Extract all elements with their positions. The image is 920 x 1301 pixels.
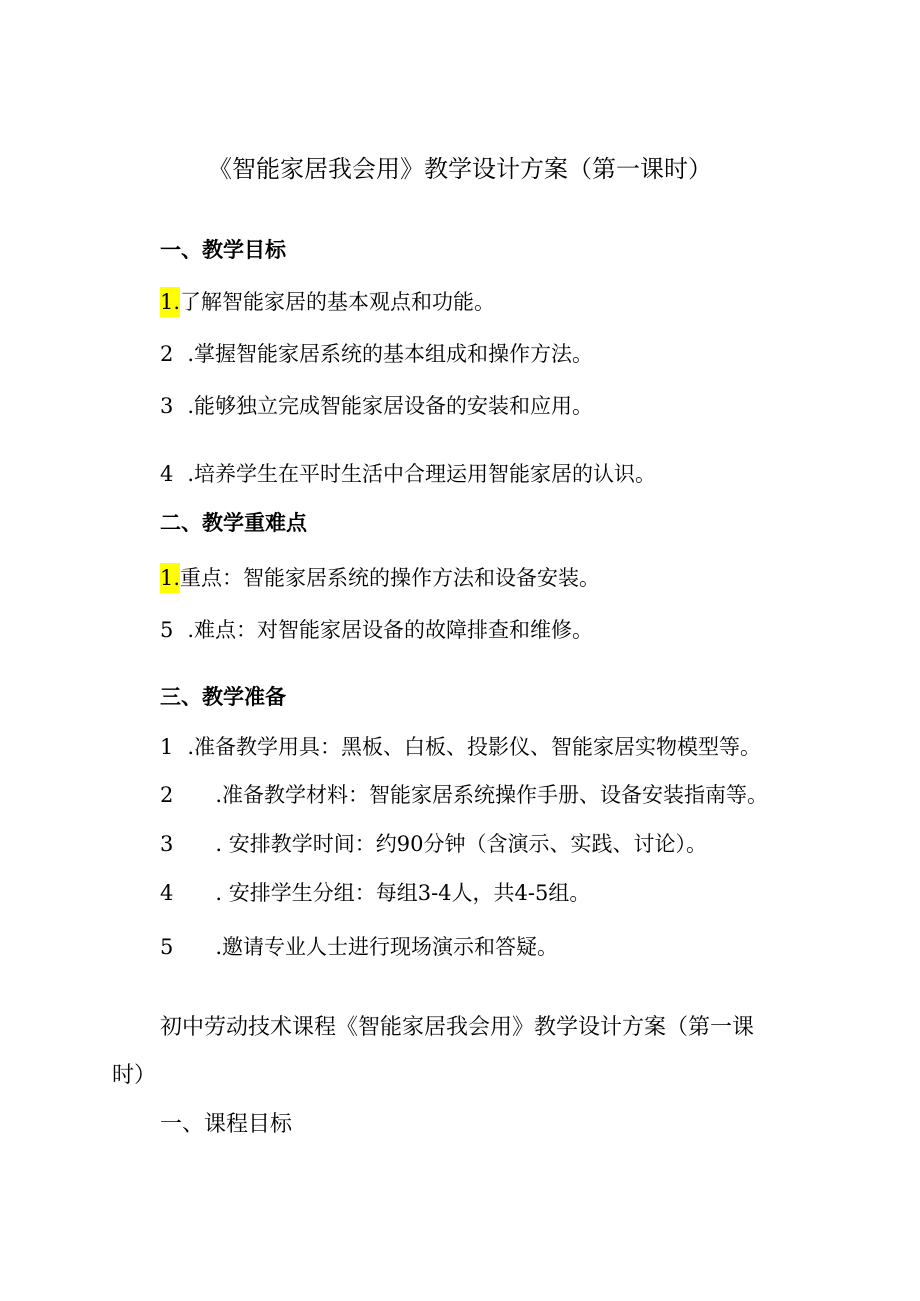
list-item (160, 391, 593, 421)
section-heading-key-difficulties: 二、教学重难点 (160, 511, 307, 535)
list-item (160, 563, 600, 593)
item-text: .准备教学用具：黑板、白板、投影仪、智能家居实物模型等。 (187, 735, 762, 759)
item-number: 4 (160, 462, 174, 486)
item-text: .培养学生在平时生活中合理运用智能家居的认识。 (187, 462, 657, 486)
section-heading-teaching-preparation: 三、教学准备 (160, 685, 286, 709)
course-paragraph-line-1: 初中劳动技术课程《智能家居我会用》教学设计方案（第一课 (160, 1015, 755, 1040)
item-number: 1. (160, 287, 180, 317)
list-item (160, 339, 593, 369)
item-text: . 安排教学时间：约90分钟（含演示、实践、讨论）。 (215, 832, 707, 856)
document-title: 《智能家居我会用》教学设计方案（第一课时） (208, 155, 712, 183)
list-item (160, 459, 656, 489)
list-item (160, 932, 558, 962)
item-text: 重点：智能家居系统的操作方法和设备安装。 (180, 566, 601, 590)
item-number: 1. (160, 563, 180, 593)
list-item (160, 878, 590, 908)
list-item (160, 732, 761, 762)
section-heading-course-objectives: 一、课程目标 (160, 1112, 293, 1137)
section-heading-teaching-objectives: 一、教学目标 (160, 238, 286, 262)
item-number: 4 (160, 881, 174, 905)
item-text: . 安排学生分组：每组3-4人，共4-5组。 (215, 881, 591, 905)
item-text: 了解智能家居的基本观点和功能。 (180, 290, 496, 314)
item-number: 2 (160, 342, 174, 366)
item-number: 3 (160, 832, 174, 856)
item-text: .难点：对智能家居设备的故障排查和维修。 (187, 618, 594, 642)
list-item (160, 615, 593, 645)
list-item (160, 829, 707, 859)
item-number: 1 (160, 735, 174, 759)
item-number: 2 (160, 783, 174, 807)
item-number: 3 (160, 394, 174, 418)
item-number: 5 (160, 618, 174, 642)
course-paragraph-line-2: 时） (112, 1063, 157, 1088)
item-text: .能够独立完成智能家居设备的安装和应用。 (187, 394, 594, 418)
item-text: .邀请专业人士进行现场演示和答疑。 (215, 935, 559, 959)
list-item (160, 780, 768, 810)
item-text: .掌握智能家居系统的基本组成和操作方法。 (187, 342, 594, 366)
item-number: 5 (160, 935, 174, 959)
item-text: .准备教学材料：智能家居系统操作手册、设备安装指南等。 (215, 783, 769, 807)
list-item (160, 287, 495, 317)
